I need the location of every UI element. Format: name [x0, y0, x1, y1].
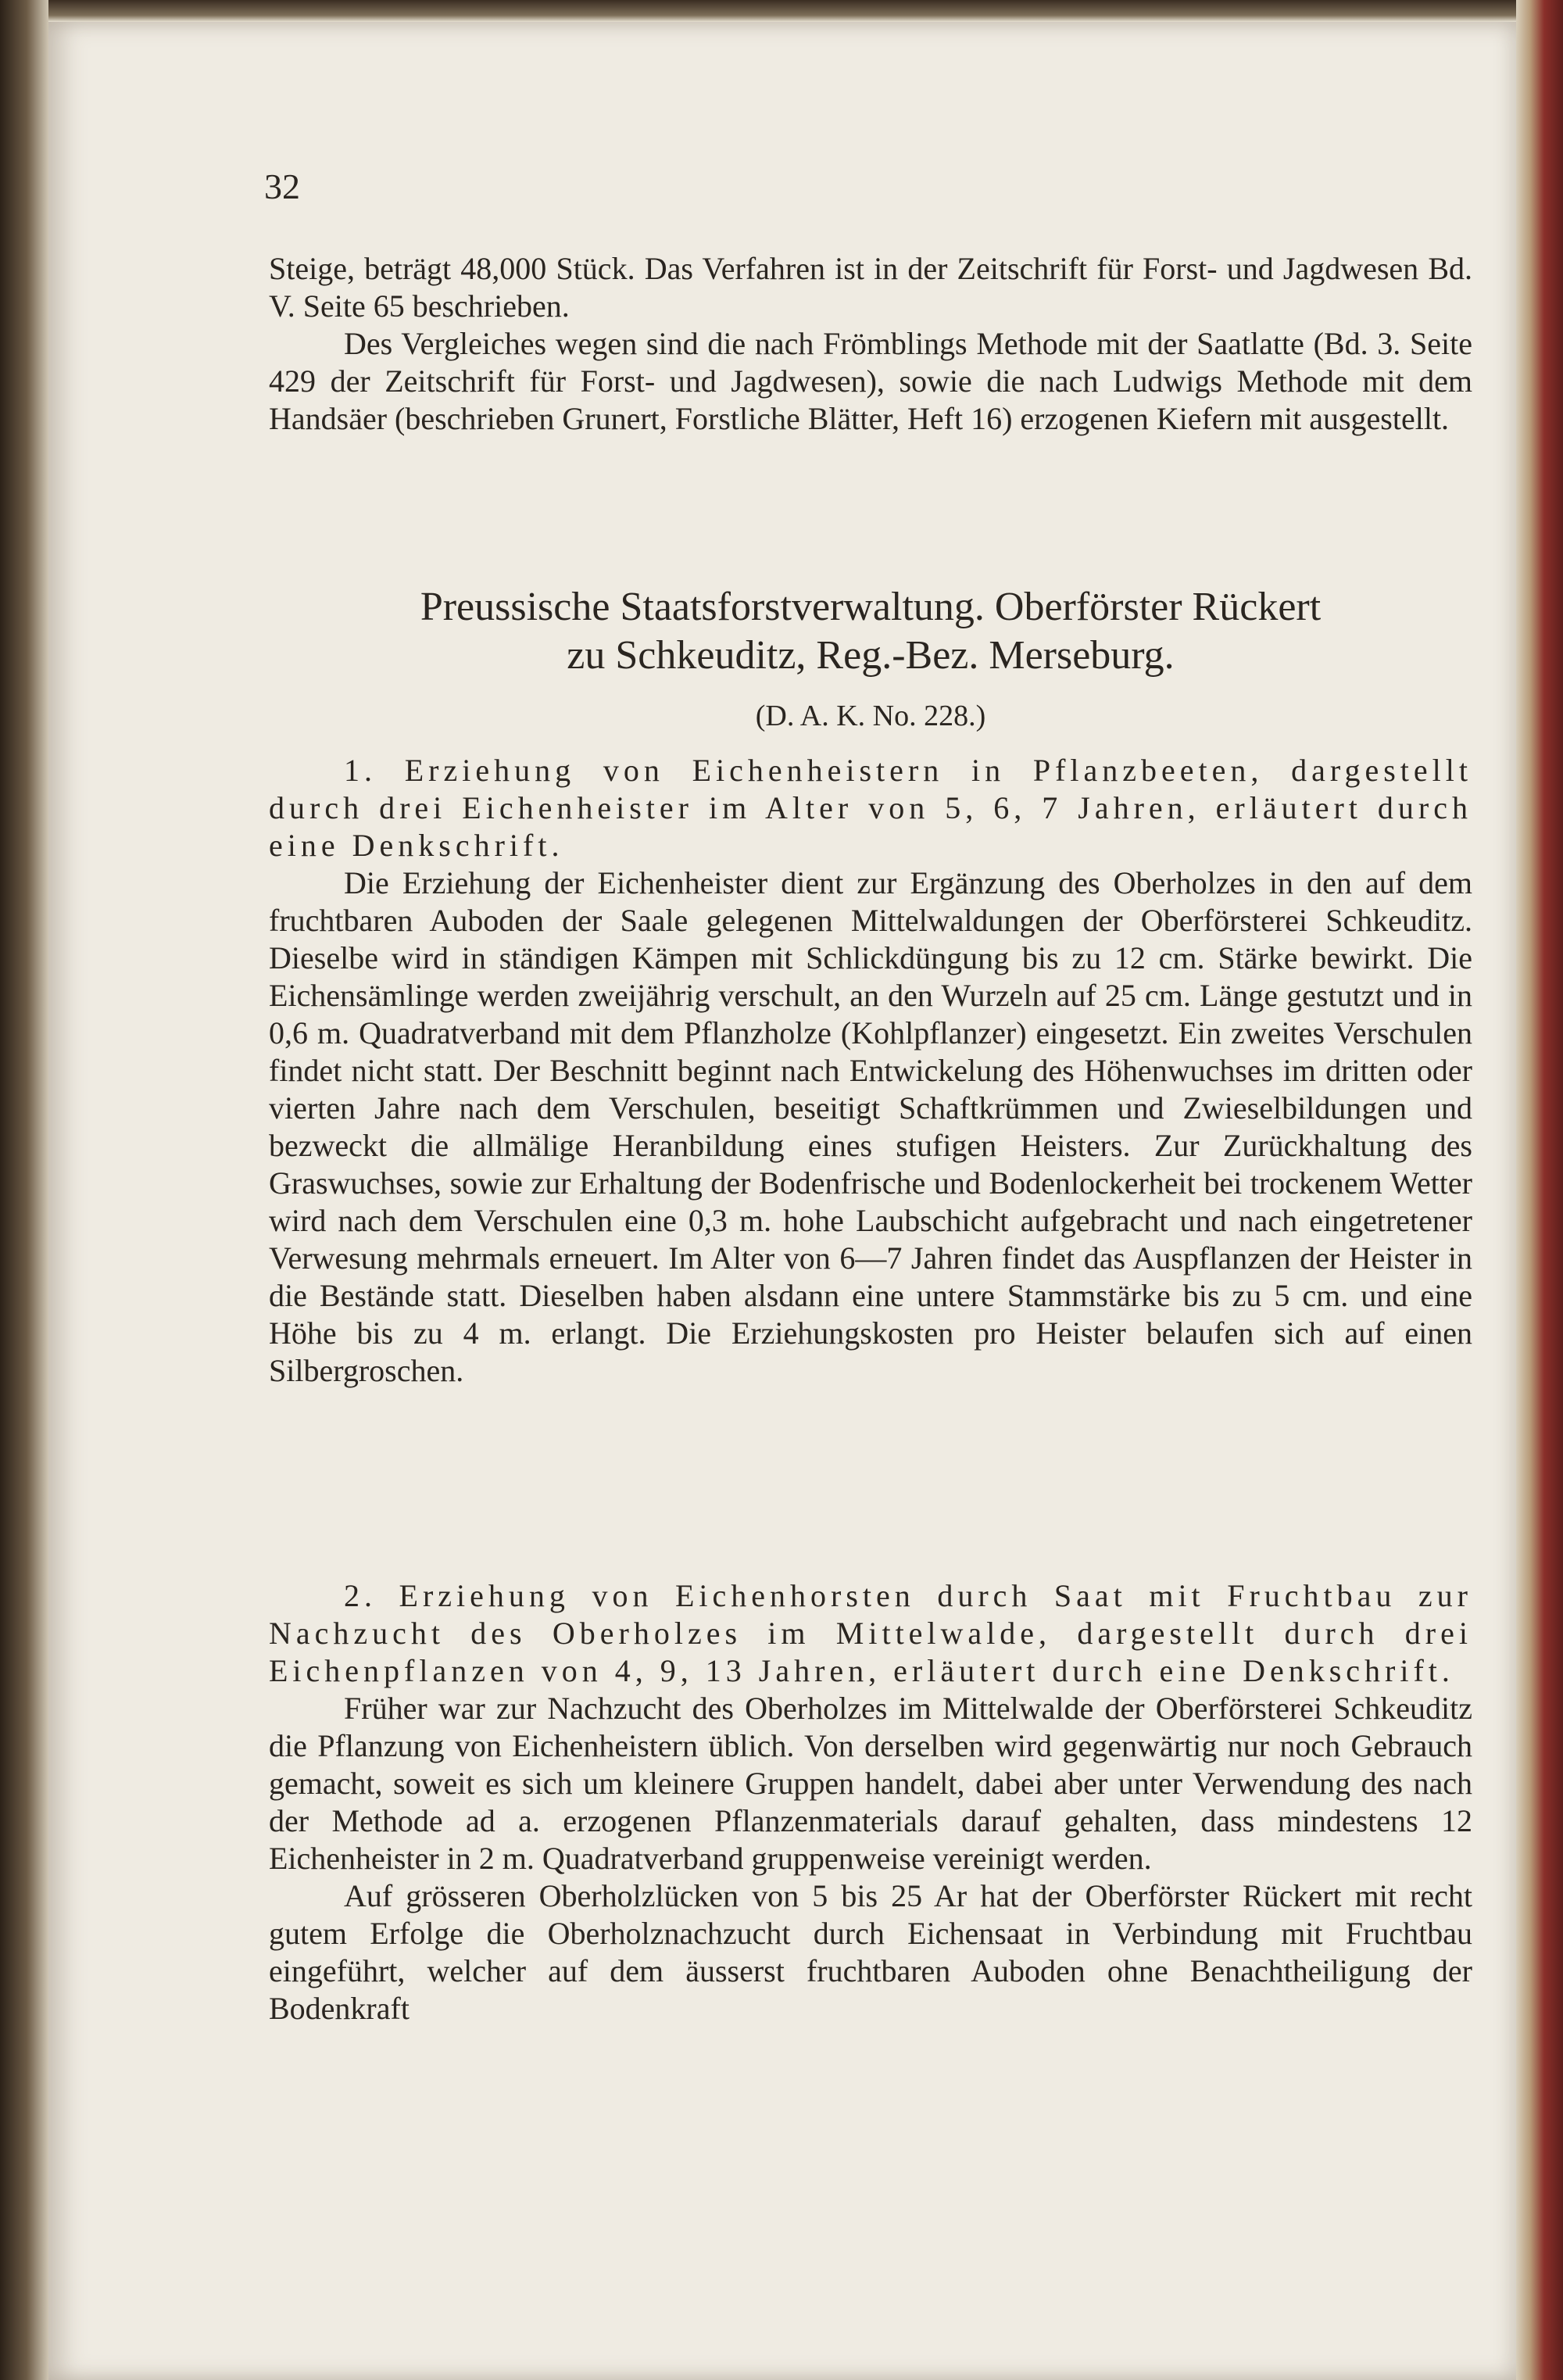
- item-1-heading: 1. Erziehung von Eichenheistern in Pflanzbeeten, dargestellt durch drei Eichenheister im Alter von 5, 6, 7 Jahren, erläutert durch eine Denkschrift.: [269, 753, 1472, 863]
- item-1-body: Die Erziehung der Eichenheister dient zur Ergänzung des Oberholzes in den auf dem fruchtbaren Auboden der Saale gelegenen Mittelwaldungen der Oberförsterei Schkeuditz. Dieselbe wird in ständigen Kämpen mit Schlickdüngung bis zu 12 cm. Stärke bewirkt. Die Eichensämlinge werden zweijährig verschult, an den Wurzeln auf 25 cm. Länge gestutzt und in 0,6 m. Quadratverband mit dem Pflanzholze (Kohlpflanzer) eingesetzt. Ein zweites Verschulen findet nicht statt. Der Beschnitt beginnt nach Entwickelung des Höhenwuchses im dritten oder vierten Jahre nach dem Verschulen, beseitigt Schaftkrümmen und Zwieselbildungen und bezweckt die allmälige Heranbildung eines stufigen Heisters. Zur Zurückhaltung des Graswuchses, sowie zur Erhaltung der Bodenfrische und Bodenlockerheit bei trockenem Wetter wird nach dem Verschulen eine 0,3 m. hohe Laubschicht aufgebracht und nach eingetretener Verwesung mehrmals erneuert. Im Alter von 6—7 Jahren findet das Auspflanzen der Heister in die Bestände statt. Dieselben haben alsdann eine untere Stammstärke bis zu 5 cm. und eine Höhe bis zu 4 m. erlangt. Die Erziehungskosten pro Heister belaufen sich auf einen Silbergroschen.: [269, 865, 1472, 1388]
- page-number: 32: [264, 166, 300, 206]
- section-code: (D. A. K. No. 228.): [755, 700, 986, 732]
- section-title: [269, 583, 1472, 680]
- book-page: [48, 22, 1516, 2380]
- book-binding-left: [0, 0, 48, 2380]
- page-top-edge: [0, 0, 1563, 22]
- intro-text: [269, 250, 1472, 438]
- section-title-line-1: Preussische Staatsforstverwaltung. Oberförster Rückert: [420, 585, 1322, 629]
- item-2-body-1: Früher war zur Nachzucht des Oberholzes im Mittelwalde der Oberförsterei Schkeuditz die Pflanzung von Eichenheistern üblich. Von derselben wird gegenwärtig nur noch Gebrauch gemacht, soweit es sich um kleinere Gruppen handelt, dabei aber unter Verwendung des nach der Methode ad a. erzogenen Pflanzenmaterials darauf gehalten, dass mindestens 12 Eichenheister in 2 m. Quadratverband gruppenweise vereinigt werden.: [269, 1691, 1472, 1876]
- item-2-body-2: Auf grösseren Oberholzlücken von 5 bis 25 Ar hat der Oberförster Rückert mit recht gutem Erfolge die Oberholznachzucht durch Eichensaat in Verbindung mit Fruchtbau eingeführt, welcher auf dem äusserst fruchtbaren Auboden ohne Benachtheiligung der Bodenkraft: [269, 1878, 1472, 2026]
- item-1: [269, 752, 1472, 1390]
- intro-paragraph-2: Des Vergleiches wegen sind die nach Frömblings Methode mit der Saatlatte (Bd. 3. Seite 429 der Zeitschrift für Forst- und Jagdwesen), sowie die nach Ludwigs Methode mit dem Handsäer (beschrieben Grunert, Forstliche Blätter, Heft 16) erzogenen Kiefern mit ausgestellt.: [269, 326, 1472, 436]
- book-binding-right: [1516, 0, 1563, 2380]
- intro-paragraph-1: Steige, beträgt 48,000 Stück. Das Verfahren ist in der Zeitschrift für Forst- und Jagdwesen Bd. V. Seite 65 beschrieben.: [269, 251, 1472, 324]
- item-2-heading: 2. Erziehung von Eichenhorsten durch Saat mit Fruchtbau zur Nachzucht des Oberholzes im Mittelwalde, dargestellt durch drei Eichenpflanzen von 4, 9, 13 Jahren, erläutert durch eine Denkschrift.: [269, 1578, 1472, 1688]
- section-title-line-2: zu Schkeuditz, Reg.-Bez. Merseburg.: [567, 633, 1175, 678]
- item-2: [269, 1577, 1472, 2027]
